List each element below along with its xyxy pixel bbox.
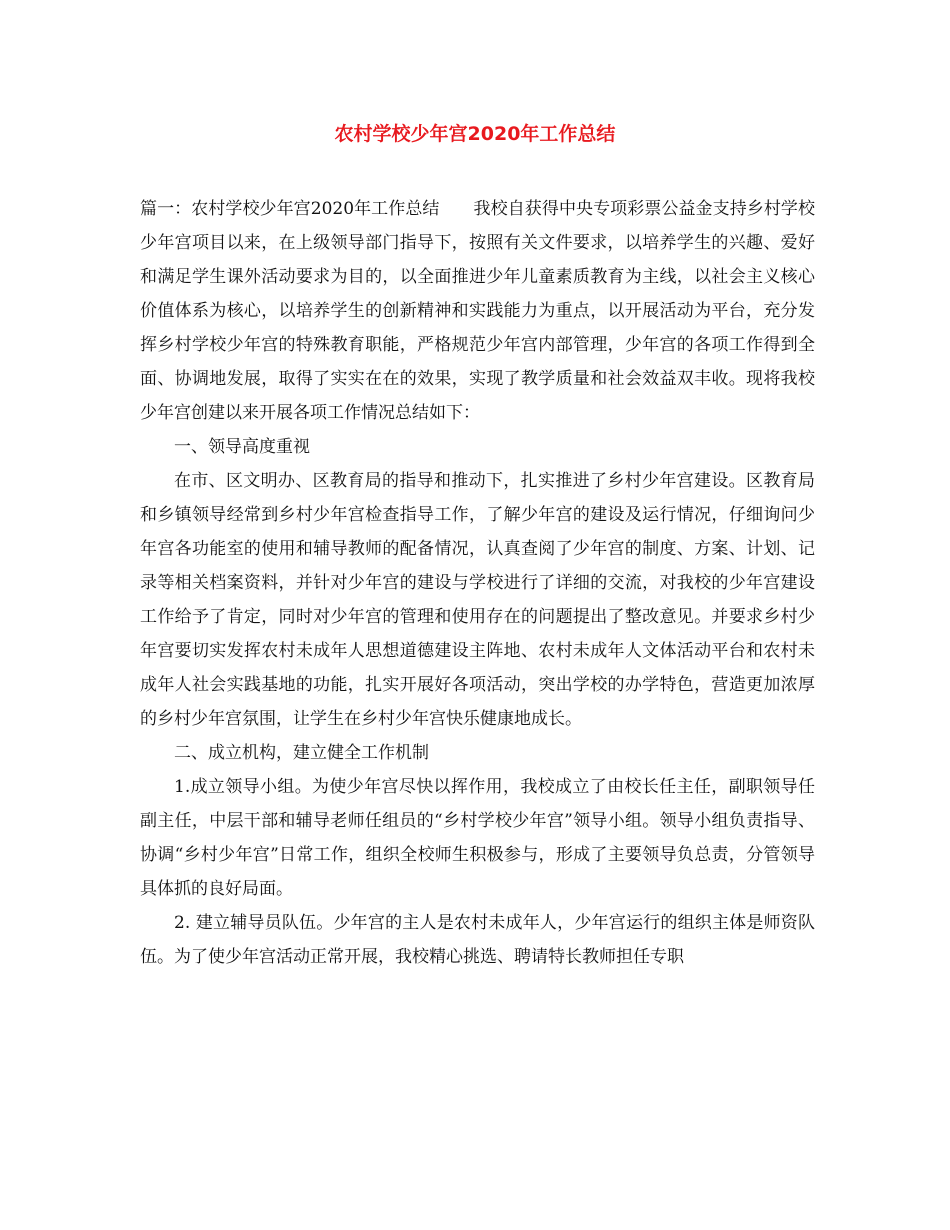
document-title: 农村学校少年宫2020年工作总结 (334, 123, 616, 145)
intro-paragraph (140, 192, 815, 430)
intro-heading: 篇一：农村学校少年宫2020年工作总结 (140, 199, 440, 219)
section2-item2-paragraph: 2. 建立辅导员队伍。少年宫的主人是农村未成年人，少年宫运行的组织主体是师资队伍。为了使少年宫活动正常开展，我校精心挑选、聘请特长教师担任专职 (140, 913, 815, 967)
section2-heading: 二、成立机构，建立健全工作机制 (174, 743, 429, 763)
section1-heading: 一、领导高度重视 (174, 437, 310, 457)
section2-item1-paragraph: 1.成立领导小组。为使少年宫尽快以挥作用，我校成立了由校长任主任，副职领导任副主任，中层干部和辅导老师任组员的“乡村学校少年宫”领导小组。领导小组负责指导、协调“乡村少年宫”日常工作，组织全校师生积极参与，形成了主要领导负总责，分管领导具体抓的良好局面。 (140, 777, 815, 899)
document-body (140, 192, 815, 974)
intro-text: 我校自获得中央专项彩票公益金支持乡村学校少年宫项目以来，在上级领导部门指导下，按照有关文件要求，以培养学生的兴趣、爱好和满足学生课外活动要求为目的，以全面推进少年儿童素质教育为主线，以社会主义核心价值体系为核心，以培养学生的创新精神和实践能力为重点，以开展活动为平台，充分发挥乡村学校少年宫的特殊教育职能，严格规范少年宫内部管理，少年宫的各项工作得到全面、协调地发展，取得了实实在在的效果，实现了教学质量和社会效益双丰收。现将我校少年宫创建以来开展各项工作情况总结如下： (140, 199, 816, 423)
section1-paragraph: 在市、区文明办、区教育局的指导和推动下，扎实推进了乡村少年宫建设。区教育局和乡镇领导经常到乡村少年宫检查指导工作，了解少年宫的建设及运行情况，仔细询问少年宫各功能室的使用和辅导教师的配备情况，认真查阅了少年宫的制度、方案、计划、记录等相关档案资料，并针对少年宫的建设与学校进行了详细的交流，对我校的少年宫建设工作给予了肯定，同时对少年宫的管理和使用存在的问题提出了整改意见。并要求乡村少年宫要切实发挥农村未成年人思想道德建设主阵地、农村未成年人文体活动平台和农村未成年人社会实践基地的功能，扎实开展好各项活动，突出学校的办学特色，营造更加浓厚的乡村少年宫氛围，让学生在乡村少年宫快乐健康地成长。 (140, 471, 815, 729)
